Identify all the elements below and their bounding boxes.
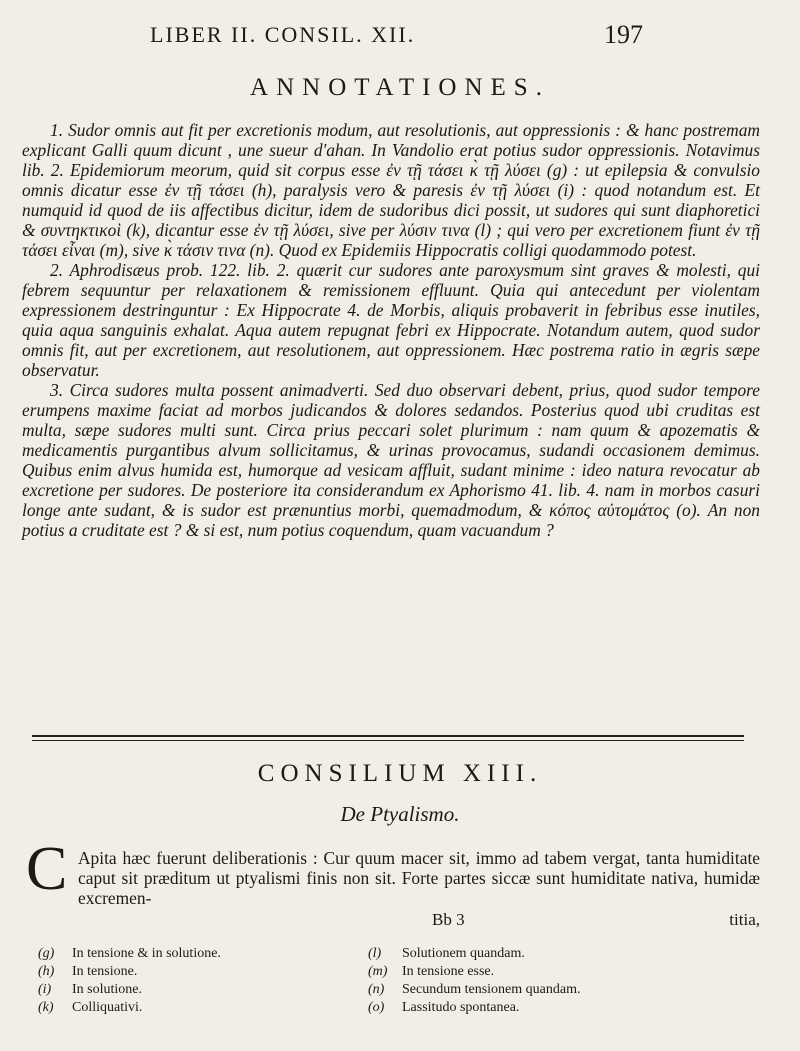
annotation-paragraph-3: 3. Circa sudores multa possent animadverti. Sed duo observari debent, prius, quod sudor tempore erumpens maxime faciat ad morbos judicandos & dolores sedandos. Posterius quod ubi cruditas est multa, sæpe sudores multi sunt. Circa prius peccari solet plurimum : nam quum & apozematis & medicamentis purgantibus alvum sollicitamus, & urinas provocamus, sudandi occasionem demimus. Quibus enim alvus humida est, humorque ad vesicam affluit, sudant minime : ideo natura revocatur ab excretione per sudores. De posteriore ita considerandum ex Aphorismo 41. lib. 4. nam in morbos casuri longe ante sudant, & is sudor est prænuntius morbi, quemadmodum, & κόπος αὐτομάτος (o). An non potius a cruditate est ? & si est, num potius coquendum, quam vacuandum ? <box>22 380 760 540</box>
signature-mark: Bb 3 <box>432 910 465 929</box>
footnotes-right-column <box>368 945 708 1017</box>
annotation-paragraph-2: 2. Aphrodisæus prob. 122. lib. 2. quærit cur sudores ante paroxysmum sint graves & molesti, qui febrem sequuntur per relaxationem & remissionem effluunt. Quia qui antecedunt per violentam expressionem destringuntur : Ex Hippocrate 4. de Morbis, aliquis probaverit in febribus esse inutiles, quia aqua sanguinis exhalat. Aqua autem repugnat febri ex Hippocrate. Notandum autem, quod sudor omnis fit, aut per excretionem, aut resolutionem, aut oppressionem. Hæc postrema ratio in ægris sæpe observatur. <box>22 260 760 380</box>
annotation-paragraph-1: 1. Sudor omnis aut fit per excretionis modum, aut resolutionis, aut oppressionis : & hanc postremam explicant Galli quum dicunt , une sueur d'ahan. In Vandolio erat potius sudor oppressionis. Notavimus lib. 2. Epidemiorum meorum, quid sit corpus esse ἐν τῇ τάσει κ̀ τῇ λύσει (g) : ut epilepsia & convulsio omnis dicatur esse ἐν τῇ τάσει (h), paralysis vero & paresis ἐν τῇ λύσει (i) : quod notandum est. Et numquid id quod de iis affectibus dicitur, idem de sudoribus dici possit, ut sudores qui sunt diaphoretici & συντηκτικοὶ (k), dicantur esse ἐν τῇ λύσει, sive per λύσιν τινα (l) ; qui vero per excretionem fiunt ἐν τῇ τάσει εἶναι (m), sive κ̀ τάσιν τινα (n). Quod ex Epidemiis Hippocratis colligi quodammodo potest. <box>22 120 760 260</box>
catchword: titia, <box>729 910 760 929</box>
footnote-key: (h) <box>38 964 55 979</box>
footnote-key: (l) <box>368 946 382 961</box>
footnote <box>38 981 378 999</box>
footnote-text: Lassitudo spontanea. <box>402 1000 520 1015</box>
footnote <box>38 945 378 963</box>
annotationes-text <box>22 120 760 540</box>
page-number: 197 <box>604 20 643 49</box>
footnote <box>368 945 708 963</box>
consilium-subheading: De Ptyalismo. <box>340 802 460 826</box>
annotationes-heading: ANNOTATIONES. <box>250 74 550 101</box>
running-head <box>0 18 800 54</box>
footnote-text: In tensione & in solutione. <box>72 946 221 961</box>
footnote <box>38 999 378 1017</box>
footnote-text: In tensione esse. <box>402 964 495 979</box>
footnote <box>368 999 708 1017</box>
footnotes-left-column <box>38 945 378 1017</box>
section-divider-thin <box>32 740 744 741</box>
footnote-key: (g) <box>38 946 55 961</box>
drop-cap: C <box>26 835 68 903</box>
footnote-key: (n) <box>368 982 385 997</box>
section-divider-thick <box>32 735 744 737</box>
consilium-heading: CONSILIUM XIII. <box>257 760 543 787</box>
consilium-body: Apita hæc fuerunt deliberationis : Cur quum macer sit, immo ad tabem vergat, tanta humiditate caput sit præditum ut ptyalismi finis non sit. Forte partes siccæ sunt humiditate nativa, humidæ excremen- <box>78 848 760 908</box>
signature-line <box>22 910 760 932</box>
footnote-key: (k) <box>38 1000 54 1015</box>
footnote <box>38 963 378 981</box>
footnote-key: (i) <box>38 982 52 997</box>
footnote-text: Solutionem quandam. <box>402 946 525 961</box>
footnote-text: Colliquativi. <box>72 1000 143 1015</box>
footnote <box>368 963 708 981</box>
footnote-text: In solutione. <box>72 982 142 997</box>
footnote-text: Secundum tensionem quandam. <box>402 982 581 997</box>
footnote <box>368 981 708 999</box>
running-title: LIBER II. CONSIL. XII. <box>150 22 416 47</box>
footnote-key: (m) <box>368 964 388 979</box>
footnote-text: In tensione. <box>72 964 138 979</box>
footnote-key: (o) <box>368 1000 385 1015</box>
